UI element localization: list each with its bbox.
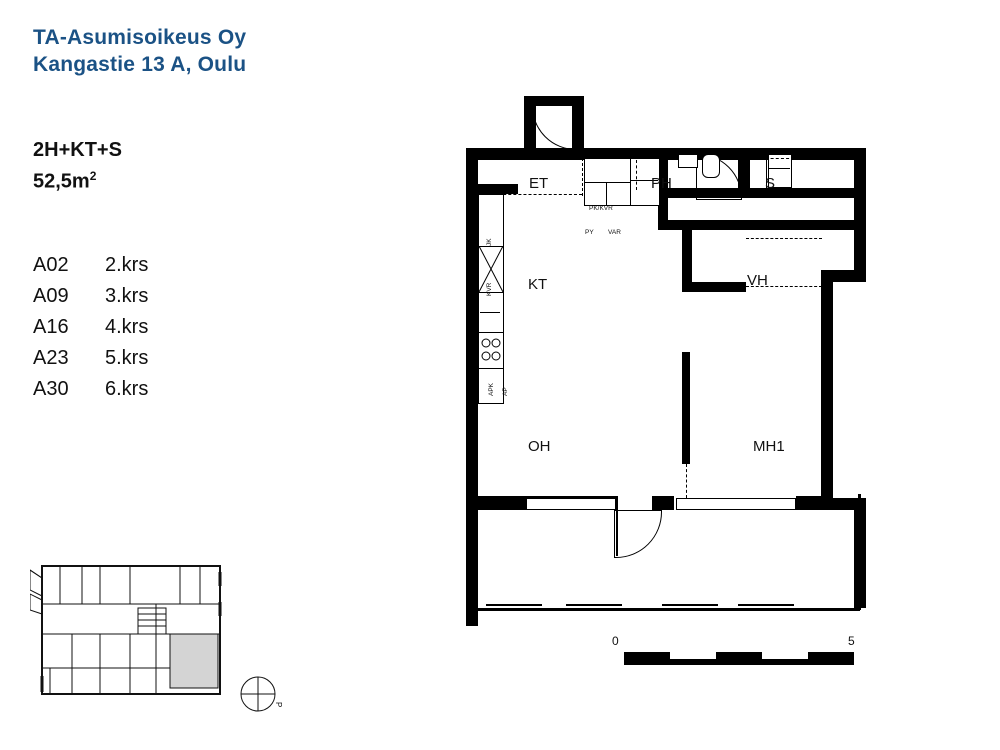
room-label-s: S xyxy=(765,175,776,192)
apartment-area-exponent: 2 xyxy=(89,169,97,183)
sink-line xyxy=(480,312,500,313)
list-item xyxy=(33,281,148,312)
apartment-type: 2H+KT+S xyxy=(33,139,122,161)
company-name: TA-Asumisoikeus Oy xyxy=(33,26,247,49)
fixture-label-pk-kvr: PK/KVR xyxy=(589,205,613,212)
unit-floor: 6.krs xyxy=(105,378,149,400)
room-label-mh1: MH1 xyxy=(753,438,785,455)
wall-living-bottom-mid xyxy=(652,496,674,510)
wall-bedroom-bottom-right xyxy=(796,496,824,510)
exterior-wall-right-mid xyxy=(821,270,833,510)
kt-dash-vertical xyxy=(582,158,583,196)
balcony-door-leaf xyxy=(616,508,618,556)
fixture-label-ap: AP xyxy=(502,387,509,396)
wall-hall-bottom xyxy=(658,220,854,230)
dash-ph-vertical xyxy=(636,160,637,190)
unit-code: A23 xyxy=(33,347,69,369)
cabinet-py xyxy=(584,182,608,206)
unit-code: A02 xyxy=(33,254,69,276)
wall-s-bottom xyxy=(738,188,854,198)
vh-closet-dash xyxy=(746,238,822,239)
opening-dash-oh-mh1 xyxy=(686,464,687,498)
wall-kitchen-top xyxy=(478,184,518,194)
scale-segment-2 xyxy=(670,659,716,665)
room-label-ph: PH xyxy=(651,175,672,192)
balcony-rail-3 xyxy=(662,604,718,606)
room-label-vh: VH xyxy=(747,272,768,289)
cabinet-var xyxy=(606,182,632,206)
apartment-area-value: 52,5m xyxy=(33,170,90,193)
scale-bar xyxy=(612,634,858,668)
wall-vh-bottom xyxy=(682,282,746,292)
entry-door-swing xyxy=(532,104,578,150)
balcony-door-swing xyxy=(614,510,662,558)
scale-segment-4 xyxy=(762,659,808,665)
fixture-label-py: PY xyxy=(585,229,594,236)
toilet-fixture xyxy=(702,154,720,178)
balcony-rail-4 xyxy=(738,604,794,606)
list-item xyxy=(33,250,148,281)
balcony-rail-1 xyxy=(486,604,542,606)
exterior-wall-right-upper xyxy=(854,148,866,270)
wall-partition-oh-mh1 xyxy=(682,352,690,464)
compass-label: P xyxy=(274,702,283,708)
sauna-bench-line xyxy=(768,168,790,169)
room-label-et: ET xyxy=(529,175,549,192)
unit-floor: 4.krs xyxy=(105,316,149,338)
unit-list xyxy=(33,250,148,405)
balcony-left-edge xyxy=(472,494,475,610)
unit-code: A16 xyxy=(33,316,69,338)
building-address: Kangastie 13 A, Oulu xyxy=(33,53,247,76)
unit-floor: 2.krs xyxy=(105,254,149,276)
list-item xyxy=(33,312,148,343)
fixture-label-kvr: KVR xyxy=(486,282,493,296)
balcony-outer-edge xyxy=(472,608,860,611)
balcony-rail-2 xyxy=(566,604,622,606)
room-label-oh: OH xyxy=(528,438,551,455)
key-plan xyxy=(30,556,230,701)
scale-segment-3 xyxy=(716,652,762,665)
key-plan-drawing xyxy=(30,556,230,701)
stove-burners-icon xyxy=(480,336,502,366)
fixture-label-jk: JK xyxy=(486,238,493,246)
unit-code: A30 xyxy=(33,378,69,400)
floor-plan xyxy=(466,96,866,626)
list-item xyxy=(33,374,148,405)
scale-segment-5 xyxy=(808,652,854,665)
kitchen-counter xyxy=(478,292,504,334)
scale-segment-1 xyxy=(624,652,670,665)
dash-sauna-top xyxy=(750,158,820,159)
balcony-right-edge xyxy=(858,494,861,610)
list-item xyxy=(33,343,148,374)
fixture-label-var: VAR xyxy=(608,229,621,236)
title-block xyxy=(33,24,246,78)
sink-fixture xyxy=(678,154,698,168)
compass-icon xyxy=(236,672,284,720)
unit-floor: 5.krs xyxy=(105,347,149,369)
scale-end-label: 5 xyxy=(848,634,855,648)
apartment-type-block xyxy=(33,137,122,195)
cabinet-pk-kvr xyxy=(584,158,632,184)
window-living-room xyxy=(526,498,616,510)
fixture-label-apk: APK xyxy=(488,382,495,396)
unit-code: A09 xyxy=(33,285,69,307)
apartment-area xyxy=(33,163,122,195)
window-bedroom xyxy=(676,498,796,510)
unit-floor: 3.krs xyxy=(105,285,149,307)
scale-start-label: 0 xyxy=(612,634,619,648)
room-label-kt: KT xyxy=(528,276,548,293)
entry-door-leaf xyxy=(530,104,532,150)
